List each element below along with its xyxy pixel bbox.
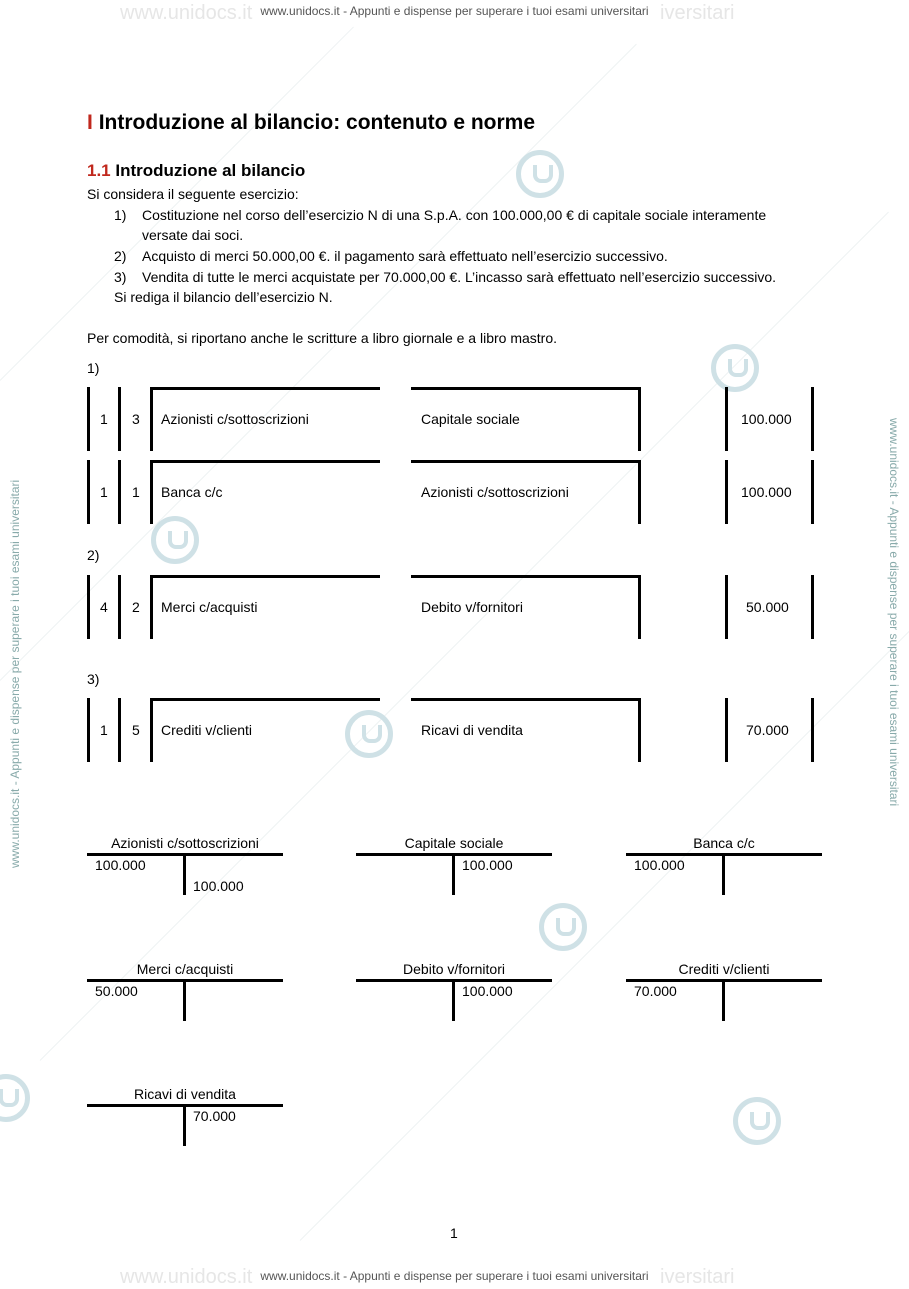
t-account-title: Crediti v/clienti xyxy=(678,961,770,977)
item-text: Vendita di tutte le merci acquistate per 70.000,00 €. L’incasso sarà effettuato nell’esercizio successivo. xyxy=(142,269,776,285)
t-account xyxy=(87,1086,283,1156)
rule xyxy=(725,460,728,524)
t-account-title: Azionisti c/sottoscrizioni xyxy=(111,835,259,851)
section-heading xyxy=(87,161,305,181)
entry-row-number: 1 xyxy=(100,484,108,500)
entry-debit-account: Merci c/acquisti xyxy=(161,599,258,615)
entry-account-number: 3 xyxy=(132,411,140,427)
rule xyxy=(638,698,641,762)
watermark-logo-icon xyxy=(711,344,759,392)
rule xyxy=(811,698,814,762)
journal-entry xyxy=(87,698,815,762)
rule xyxy=(811,387,814,451)
entry-credit-account: Ricavi di vendita xyxy=(421,722,523,738)
chapter-number: I xyxy=(87,111,93,134)
rule xyxy=(638,460,641,524)
section-label: 2) xyxy=(87,547,100,563)
rule xyxy=(725,387,728,451)
journal-entry xyxy=(87,575,815,639)
rule xyxy=(87,387,90,451)
rule xyxy=(411,575,641,578)
entry-row-number: 1 xyxy=(100,722,108,738)
header-watermark: www.unidocs.it - Appunti e dispense per superare i tuoi esami universitari xyxy=(260,4,649,18)
rule xyxy=(725,698,728,762)
rule xyxy=(638,575,641,639)
section-label: 3) xyxy=(87,671,100,687)
t-account xyxy=(356,961,552,1031)
rule xyxy=(452,979,455,1021)
rule xyxy=(638,387,641,451)
rule xyxy=(150,460,153,524)
rule xyxy=(118,460,121,524)
rule xyxy=(150,698,380,701)
rule xyxy=(150,575,380,578)
rule xyxy=(722,853,725,895)
rule xyxy=(87,575,90,639)
entry-account-number: 1 xyxy=(132,484,140,500)
t-account xyxy=(356,835,552,905)
chapter-title: Introduzione al bilancio: contenuto e norme xyxy=(98,111,536,134)
watermark-ghost: iversitari xyxy=(660,2,735,24)
entry-amount: 50.000 xyxy=(746,599,789,615)
rule xyxy=(183,979,186,1021)
t-account-title: Merci c/acquisti xyxy=(136,961,234,977)
t-account-title: Ricavi di vendita xyxy=(134,1086,236,1102)
closing-text: Si rediga il bilancio dell’esercizio N. xyxy=(114,289,333,305)
section-label: 1) xyxy=(87,360,100,376)
t-account-debit: 100.000 xyxy=(634,857,685,873)
t-account-title: Banca c/c xyxy=(693,835,755,851)
t-account-credit: 100.000 xyxy=(462,857,513,873)
entry-debit-account: Azionisti c/sottoscrizioni xyxy=(161,411,309,427)
rule xyxy=(118,387,121,451)
journal-entry xyxy=(87,460,815,524)
t-account-title: Capitale sociale xyxy=(404,835,504,851)
t-account xyxy=(87,835,283,905)
rule xyxy=(150,387,380,390)
entry-credit-account: Capitale sociale xyxy=(421,411,520,427)
watermark-logo-icon xyxy=(0,1074,30,1122)
rule xyxy=(87,460,90,524)
side-watermark-right: www.unidocs.it - Appunti e dispense per superare i tuoi esami universitari xyxy=(887,418,901,807)
entry-debit-account: Banca c/c xyxy=(161,484,223,500)
section-number: 1.1 xyxy=(87,161,111,180)
t-account-credit: 100.000 xyxy=(193,878,244,894)
intro-text: Si considera il seguente esercizio: xyxy=(87,186,299,202)
t-account xyxy=(626,961,822,1031)
watermark-line xyxy=(0,27,354,381)
note-text: Per comodità, si riportano anche le scritture a libro giornale e a libro mastro. xyxy=(87,330,557,346)
entry-row-number: 1 xyxy=(100,411,108,427)
t-account-credit: 100.000 xyxy=(462,983,513,999)
rule xyxy=(118,575,121,639)
t-account xyxy=(626,835,822,905)
rule xyxy=(150,387,153,451)
watermark-logo-icon xyxy=(539,903,587,951)
watermark-ghost: iversitari xyxy=(660,1266,735,1288)
t-account-debit: 100.000 xyxy=(95,857,146,873)
rule xyxy=(811,575,814,639)
rule xyxy=(411,698,641,701)
entry-credit-account: Debito v/fornitori xyxy=(421,599,523,615)
chapter-heading xyxy=(87,111,535,135)
t-account-credit: 70.000 xyxy=(193,1108,236,1124)
rule xyxy=(722,979,725,1021)
item-number: 3) xyxy=(114,269,127,285)
rule xyxy=(150,698,153,762)
watermark-logo-icon xyxy=(516,150,564,198)
entry-row-number: 4 xyxy=(100,599,108,615)
item-number: 2) xyxy=(114,248,127,264)
entry-debit-account: Crediti v/clienti xyxy=(161,722,253,738)
t-account-debit: 70.000 xyxy=(634,983,677,999)
item-text-continued: versate dai soci. xyxy=(142,227,244,243)
item-text: Acquisto di merci 50.000,00 €. il pagamento sarà effettuato nell’esercizio successivo. xyxy=(142,248,668,264)
rule xyxy=(811,460,814,524)
rule xyxy=(87,698,90,762)
rule xyxy=(150,460,380,463)
entry-credit-account: Azionisti c/sottoscrizioni xyxy=(421,484,569,500)
entry-amount: 70.000 xyxy=(746,722,789,738)
entry-account-number: 2 xyxy=(132,599,140,615)
rule xyxy=(183,1104,186,1146)
t-account-title: Debito v/fornitori xyxy=(403,961,505,977)
rule xyxy=(725,575,728,639)
entry-amount: 100.000 xyxy=(741,484,792,500)
watermark-logo-icon xyxy=(733,1097,781,1145)
rule xyxy=(183,853,186,895)
section-title: Introduzione al bilancio xyxy=(115,161,306,180)
entry-account-number: 5 xyxy=(132,722,140,738)
t-account-debit: 50.000 xyxy=(95,983,138,999)
footer-watermark: www.unidocs.it - Appunti e dispense per superare i tuoi esami universitari xyxy=(260,1269,649,1283)
journal-entry xyxy=(87,387,815,451)
page-number: 1 xyxy=(450,1225,458,1241)
rule xyxy=(411,460,641,463)
watermark-ghost: www.unidocs.it xyxy=(120,1266,253,1288)
entry-amount: 100.000 xyxy=(741,411,792,427)
rule xyxy=(118,698,121,762)
t-account xyxy=(87,961,283,1031)
side-watermark-left: www.unidocs.it - Appunti e dispense per superare i tuoi esami universitari xyxy=(8,479,22,868)
rule xyxy=(411,387,641,390)
item-number: 1) xyxy=(114,207,127,223)
rule xyxy=(150,575,153,639)
watermark-ghost: www.unidocs.it xyxy=(120,2,253,24)
rule xyxy=(452,853,455,895)
item-text: Costituzione nel corso dell’esercizio N di una S.p.A. con 100.000,00 € di capitale sociale interamente xyxy=(142,207,767,223)
